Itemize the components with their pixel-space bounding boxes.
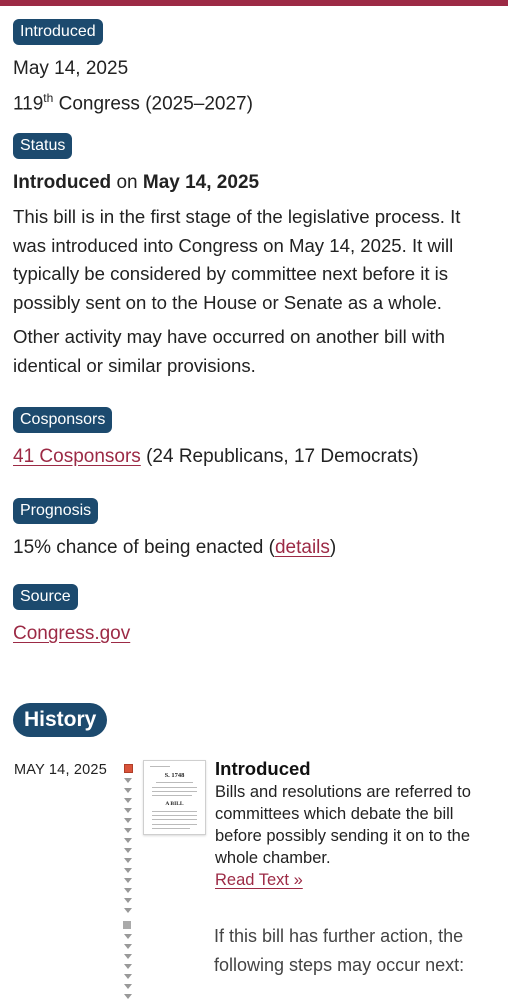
history-entry-description: Bills and resolutions are referred to committees which debate the bill before possibly sending it on to the whole chamber. (215, 783, 471, 867)
timeline-arrow-icon (124, 838, 132, 843)
congress-ordinal: th (43, 91, 54, 105)
timeline-arrow-icon (124, 778, 132, 783)
introduced-badge: Introduced (13, 19, 103, 45)
timeline-arrow-icon (124, 828, 132, 833)
cosponsors-link[interactable]: 41 Cosponsors (13, 446, 141, 467)
status-badge: Status (13, 133, 72, 159)
status-state: Introduced (13, 172, 112, 193)
current-status-marker-icon (124, 764, 133, 773)
status-date: May 14, 2025 (142, 172, 260, 193)
congress-number: 119 (13, 93, 44, 115)
prognosis-badge: Prognosis (13, 498, 98, 524)
timeline-arrow-icon (124, 944, 132, 949)
thumbnail-bill-number: S. 1748 (164, 772, 185, 779)
read-text-link[interactable]: Read Text » (215, 871, 303, 889)
timeline-arrow-icon (124, 808, 132, 813)
congress-session (13, 84, 253, 118)
history-entry-date: MAY 14, 2025 (14, 762, 107, 778)
read-text-link-wrap (215, 871, 303, 890)
timeline-arrow-icon (124, 798, 132, 803)
timeline-arrow-icon (124, 868, 132, 873)
timeline-arrow-icon (124, 984, 132, 989)
timeline-arrow-icon (124, 858, 132, 863)
history-heading: History (13, 703, 107, 737)
timeline-arrow-icon (124, 934, 132, 939)
timeline-arrow-icon (124, 908, 132, 913)
prognosis-close-paren: ) (329, 537, 337, 558)
cosponsors-party-breakdown: (24 Republicans, 17 Democrats) (146, 446, 419, 467)
future-step-marker-icon (123, 921, 131, 929)
prognosis-line (13, 534, 336, 562)
timeline-arrow-icon (124, 788, 132, 793)
status-note: Other activity may have occurred on another bill with identical or similar provisions. (13, 326, 445, 376)
timeline-arrow-icon (124, 818, 132, 823)
timeline-arrow-icon (124, 898, 132, 903)
status-description: This bill is in the first stage of the legislative process. It was introduced into Congress on May 14, 2025. It will typically be considered by committee next before it is possibly sent on to the House or Senate as a whole. (13, 206, 461, 313)
timeline-arrow-icon (124, 848, 132, 853)
congress-years: Congress (2025–2027) (58, 93, 253, 115)
status-on: on (116, 172, 138, 193)
cosponsors-line (13, 443, 419, 471)
introduced-date: May 14, 2025 (13, 58, 129, 79)
timeline-arrow-icon (124, 974, 132, 979)
next-steps-text: If this bill has further action, the following steps may occur next: (214, 926, 465, 975)
timeline-arrow-icon (124, 954, 132, 959)
thumbnail-bill-heading: A BILL (165, 801, 184, 807)
prognosis-details-link[interactable]: details (274, 537, 330, 558)
source-link[interactable]: Congress.gov (13, 623, 131, 644)
timeline-arrow-icon (124, 888, 132, 893)
status-line (13, 169, 259, 197)
timeline-arrow-icon (124, 994, 132, 999)
cosponsors-badge: Cosponsors (13, 407, 112, 433)
timeline-arrow-icon (124, 878, 132, 883)
history-entry-title: Introduced (215, 758, 311, 779)
prognosis-text: 15% chance of being enacted ( (13, 537, 275, 558)
timeline-arrow-icon (124, 964, 132, 969)
source-line (13, 620, 130, 648)
top-accent-bar (0, 0, 508, 6)
source-badge: Source (13, 584, 78, 610)
bill-text-thumbnail[interactable] (143, 760, 206, 835)
